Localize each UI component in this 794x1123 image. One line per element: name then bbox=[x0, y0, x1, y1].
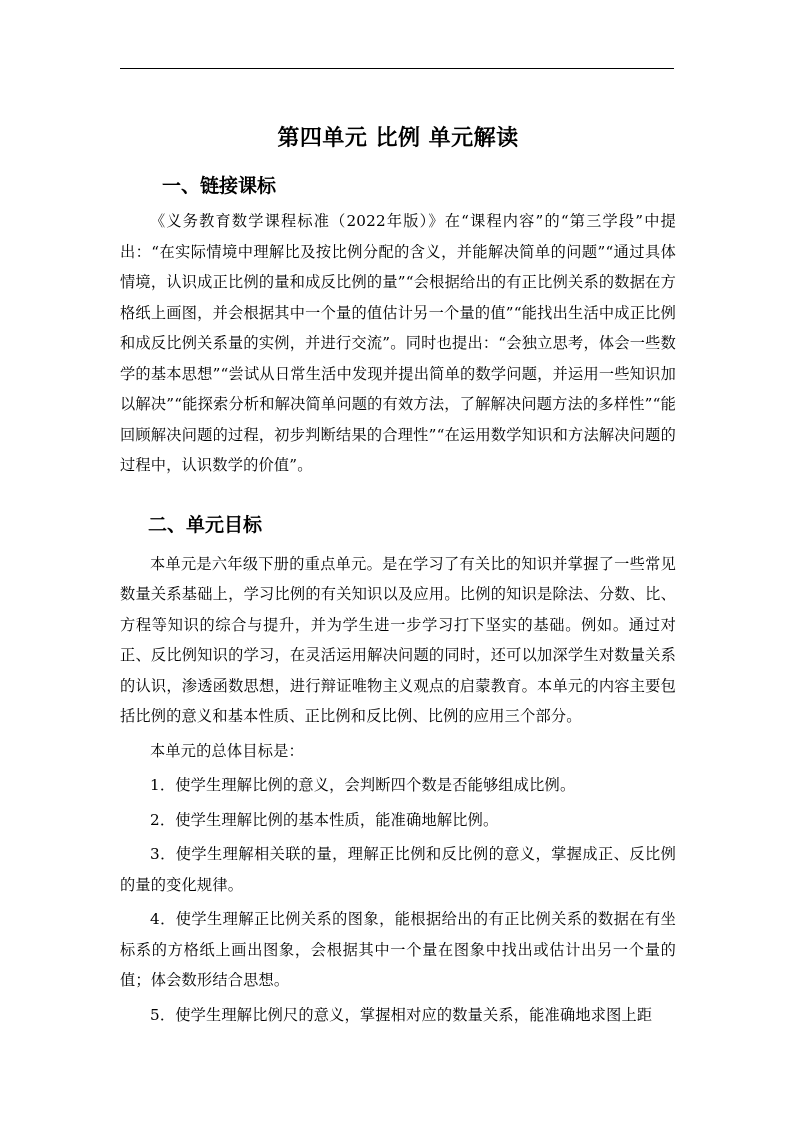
unit-overview-paragraph: 本单元是六年级下册的重点单元。是在学习了有关比的知识并掌握了一些常见数量关系基础上，学习比例的有关知识以及应用。比例的知识是除法、分数、比、方程等知识的综合与提升，并为学生进一步学习打下坚实的基础。例如。通过对正、反比例知识的学习，在灵活运用解决问题的同时，还可以加深学生对数量关系的认识，渗透函数思想，进行辩证唯物主义观点的启蒙教育。本单元的内容主要包括比例的意义和基本性质、正比例和反比例、比例的应用三个部分。 bbox=[120, 554, 676, 725]
goal-item: 4．使学生理解正比例关系的图象，能根据给出的有正比例关系的数据在有坐标系的方格纸上画出图象，会根据其中一个量在图象中找出或估计出另一个量的值；体会数形结合思想。 bbox=[120, 910, 676, 989]
goal-item: 3．使学生理解相关联的量，理解正比例和反比例的意义，掌握成正、反比例的量的变化规律。 bbox=[120, 845, 676, 894]
goal-item: 5．使学生理解比例尺的意义，掌握相对应的数量关系，能准确地求图上距 bbox=[150, 1005, 653, 1024]
curriculum-paragraph: 《义务教育数学课程标准（2022年版）》在“课程内容”的“第三学段”中提出：“在实际情境中理解比及按比例分配的含义，并能解决简单的问题”“通过具体情境，认识成正比例的量和成反比例的量”“会根据给出的有正比例关系的数据在方格纸上画图，并会根据其中一个量的值估计另一个量的值”“能找出生活中成正比例和成反比例关系量的实例，并进行交流”。同时也提出：“会独立思考，体会一些数学的基本思想”“尝试从日常生活中发现并提出简单的数学问题，并运用一些知识加以解决”“能探索分析和解决简单问题的有效方法，了解解决问题方法的多样性”“能回顾解决问题的过程，初步判断结果的合理性”“在运用数学知识和方法解决问题的过程中，认识数学的价值”。 bbox=[120, 212, 676, 474]
section-heading-curriculum: 一、链接课标 bbox=[162, 175, 277, 197]
document-body bbox=[120, 112, 676, 1030]
goal-item: 2．使学生理解比例的基本性质，能准确地解比例。 bbox=[150, 810, 499, 829]
goal-item: 1．使学生理解比例的意义，会判断四个数是否能够组成比例。 bbox=[150, 776, 576, 794]
header-rule bbox=[120, 68, 674, 69]
document-title: 第四单元 比例 单元解读 bbox=[277, 126, 519, 151]
goals-intro: 本单元的总体目标是： bbox=[150, 741, 304, 760]
section-heading-unit-goals: 二、单元目标 bbox=[148, 513, 263, 536]
goals-list bbox=[120, 770, 676, 1030]
